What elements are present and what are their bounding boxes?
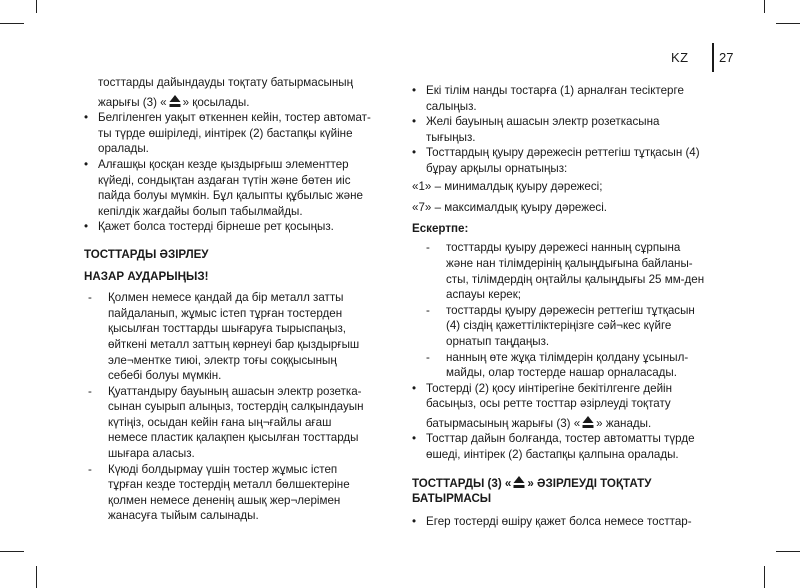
text-line: эле¬ментке тиюі, электр тоғы соққысының: [108, 353, 337, 367]
text-line: [412, 475, 732, 492]
text-line: • Тостерді (2) қосу иінтірегіне бекітілгенге дейін: [426, 381, 673, 395]
level-line: «7» – максималдық қуыру дәрежесі.: [412, 201, 608, 215]
bullet-item: [412, 114, 732, 145]
text-line: • Тосттар дайын болғанда, тостер автоматты түрде: [426, 432, 695, 446]
crop-mark: [764, 0, 765, 13]
header-separator: [712, 43, 714, 72]
text-line: • Тосттардың қуыру дәрежесін реттегіш тұтқасын (4): [426, 146, 700, 160]
text-span: » жанады.: [596, 416, 652, 430]
text-line: • Желі бауының ашасын электр розеткасына: [426, 115, 660, 129]
left-column: [84, 75, 396, 524]
page-number: 27: [719, 50, 734, 65]
note-title: Ескертпе:: [412, 221, 469, 235]
text-line: сты, тілімдердің оңтайлы қалыңдығы 25 мм-ден: [446, 272, 705, 286]
text-span: » ӘЗІРЛЕУДІ ТОҚТАТУ: [527, 476, 652, 490]
bullet-item: [412, 431, 732, 462]
language-code: KZ: [671, 50, 689, 65]
text-line: • Белгіленген уақыт өткеннен кейін, тостер автомат-: [98, 111, 371, 125]
warning-heading: НАЗАР АУДАРЫҢЫЗ!: [84, 269, 209, 283]
right-column: [412, 83, 732, 529]
text-span: ТОСТТАРДЫ (3) «: [412, 476, 512, 490]
bullet-item: [412, 381, 732, 432]
dash-item: [426, 303, 732, 350]
text-line: [426, 415, 732, 432]
text-line: пайдаланып, жұмыс істеп тұрған тостерден: [108, 306, 343, 320]
text-line: - тосттарды қуыру дәрежесін реттегіш тұтқасын: [446, 303, 695, 317]
text-line: • Алғашқы қосқан кезде қыздырғыш элементтер: [98, 157, 349, 171]
dash-item: [426, 240, 732, 302]
text-line: - Күюді болдырмау үшін тостер жұмыс істеп: [108, 462, 338, 476]
text-span: жарығы (3) «: [98, 95, 167, 109]
text-line: - тосттарды қуыру дәрежесі нанның сұрпына: [446, 241, 681, 255]
bullet-item: [412, 83, 732, 114]
eject-icon: [582, 415, 594, 429]
text-line: немесе пластик қалақпен қысылған тосттарды: [108, 431, 359, 445]
note-list: [412, 240, 732, 380]
text-line: • Егер тостерді өшіру қажет болса немесе тосттар-: [426, 514, 692, 528]
text-span: батырмасының жарығы (3) «: [426, 416, 581, 430]
text-line: күйеді, сондықтан аздаған түтін және бөтен иіс: [98, 173, 351, 187]
text-line: басыңыз, осы ретте тосттар әзірлеуді тоқтату: [426, 397, 671, 411]
crop-mark: [36, 566, 37, 588]
continued-paragraph: [84, 75, 396, 110]
text-line: орнатып таңдаңыз.: [446, 334, 550, 348]
crop-mark: [36, 0, 37, 13]
crop-mark: [0, 23, 24, 24]
warning-list: [84, 290, 396, 524]
text-line: - Қолмен немесе қандай да бір металл затты: [108, 291, 344, 305]
text-line: қысылған тосттарды шығаруға тырыспаңыз,: [108, 322, 347, 336]
text-line: (4) сіздің қажеттіліктеріңізге сәй¬кес күйге: [446, 319, 672, 333]
text-line: және нан тілімдерінің қалыңдығына байланы-: [446, 256, 693, 270]
text-line: оралады.: [98, 142, 149, 156]
text-line: жанасуға тыйым салынады.: [108, 509, 259, 523]
eject-icon: [513, 475, 525, 489]
dash-item: [426, 350, 732, 381]
dash-item: [88, 462, 396, 524]
section-heading: [412, 475, 732, 507]
text-line: тұрған кезде тостердің металл бөлшектеріне: [108, 478, 350, 492]
text-line: - Қуаттандыру бауының ашасын электр розетка-: [108, 384, 362, 398]
text-line: тығыңыз.: [426, 130, 476, 144]
text-line: бұрау арқылы орнатыңыз:: [426, 161, 568, 175]
crop-mark: [764, 566, 765, 588]
text-line: өйткені металл заттың көрнеуі бар қыздырғыш: [108, 337, 360, 351]
bullet-item: [84, 157, 396, 219]
dash-item: [88, 384, 396, 462]
text-line: [98, 94, 396, 111]
text-line: кепілдік жағдайы болып табылмайды.: [98, 204, 303, 218]
crop-mark: [0, 551, 24, 552]
eject-icon: [169, 94, 181, 108]
text-line: ты түрде өшіріледі, иінтірек (2) бастапқы күйіне: [98, 126, 353, 140]
section-heading: ТОСТТАРДЫ ӘЗІРЛЕУ: [84, 247, 209, 261]
text-line: пайда болуы мүмкін. Бұл қалыпты құбылыс және: [98, 189, 363, 203]
text-line: өшеді, иінтірек (2) бастапқы қалпына оралады.: [426, 448, 679, 462]
crop-mark: [776, 23, 800, 24]
text-line: қолмен немесе дененің ашық жер¬лерімен: [108, 493, 341, 507]
text-line: шығара аласыз.: [108, 447, 195, 461]
text-span: » қосылады.: [182, 95, 250, 109]
bullet-item: [412, 514, 732, 530]
text-line: БАТЫРМАСЫ: [412, 492, 492, 506]
bullet-item: [412, 145, 732, 176]
bullet-item: [84, 110, 396, 157]
text-line: • Қажет болса тостерді бірнеше рет қосыңыз.: [98, 220, 334, 234]
text-line: күтіңіз, осыдан кейін ғана ың¬ғайлы ағаш: [108, 415, 332, 429]
text-line: себебі болуы мүмкін.: [108, 369, 222, 383]
dash-item: [88, 290, 396, 384]
text-line: тосттарды дайындауды тоқтату батырмасының: [98, 76, 353, 89]
text-line: салыңыз.: [426, 99, 477, 113]
level-line: «1» – минималдық қуыру дәрежесі;: [412, 179, 603, 193]
text-line: майды, олар тостерде нашар орналасады.: [446, 366, 677, 380]
text-line: • Екі тілім нанды тостарға (1) арналған тесіктерге: [426, 84, 684, 97]
text-line: сынан суырып алыңыз, тостердің салқындауын: [108, 400, 364, 414]
crop-mark: [776, 551, 800, 552]
text-line: аспауы керек;: [446, 288, 522, 302]
bullet-item: [84, 219, 396, 235]
text-line: - нанның өте жұқа тілімдерін қолдану ұсыныл-: [446, 350, 689, 364]
